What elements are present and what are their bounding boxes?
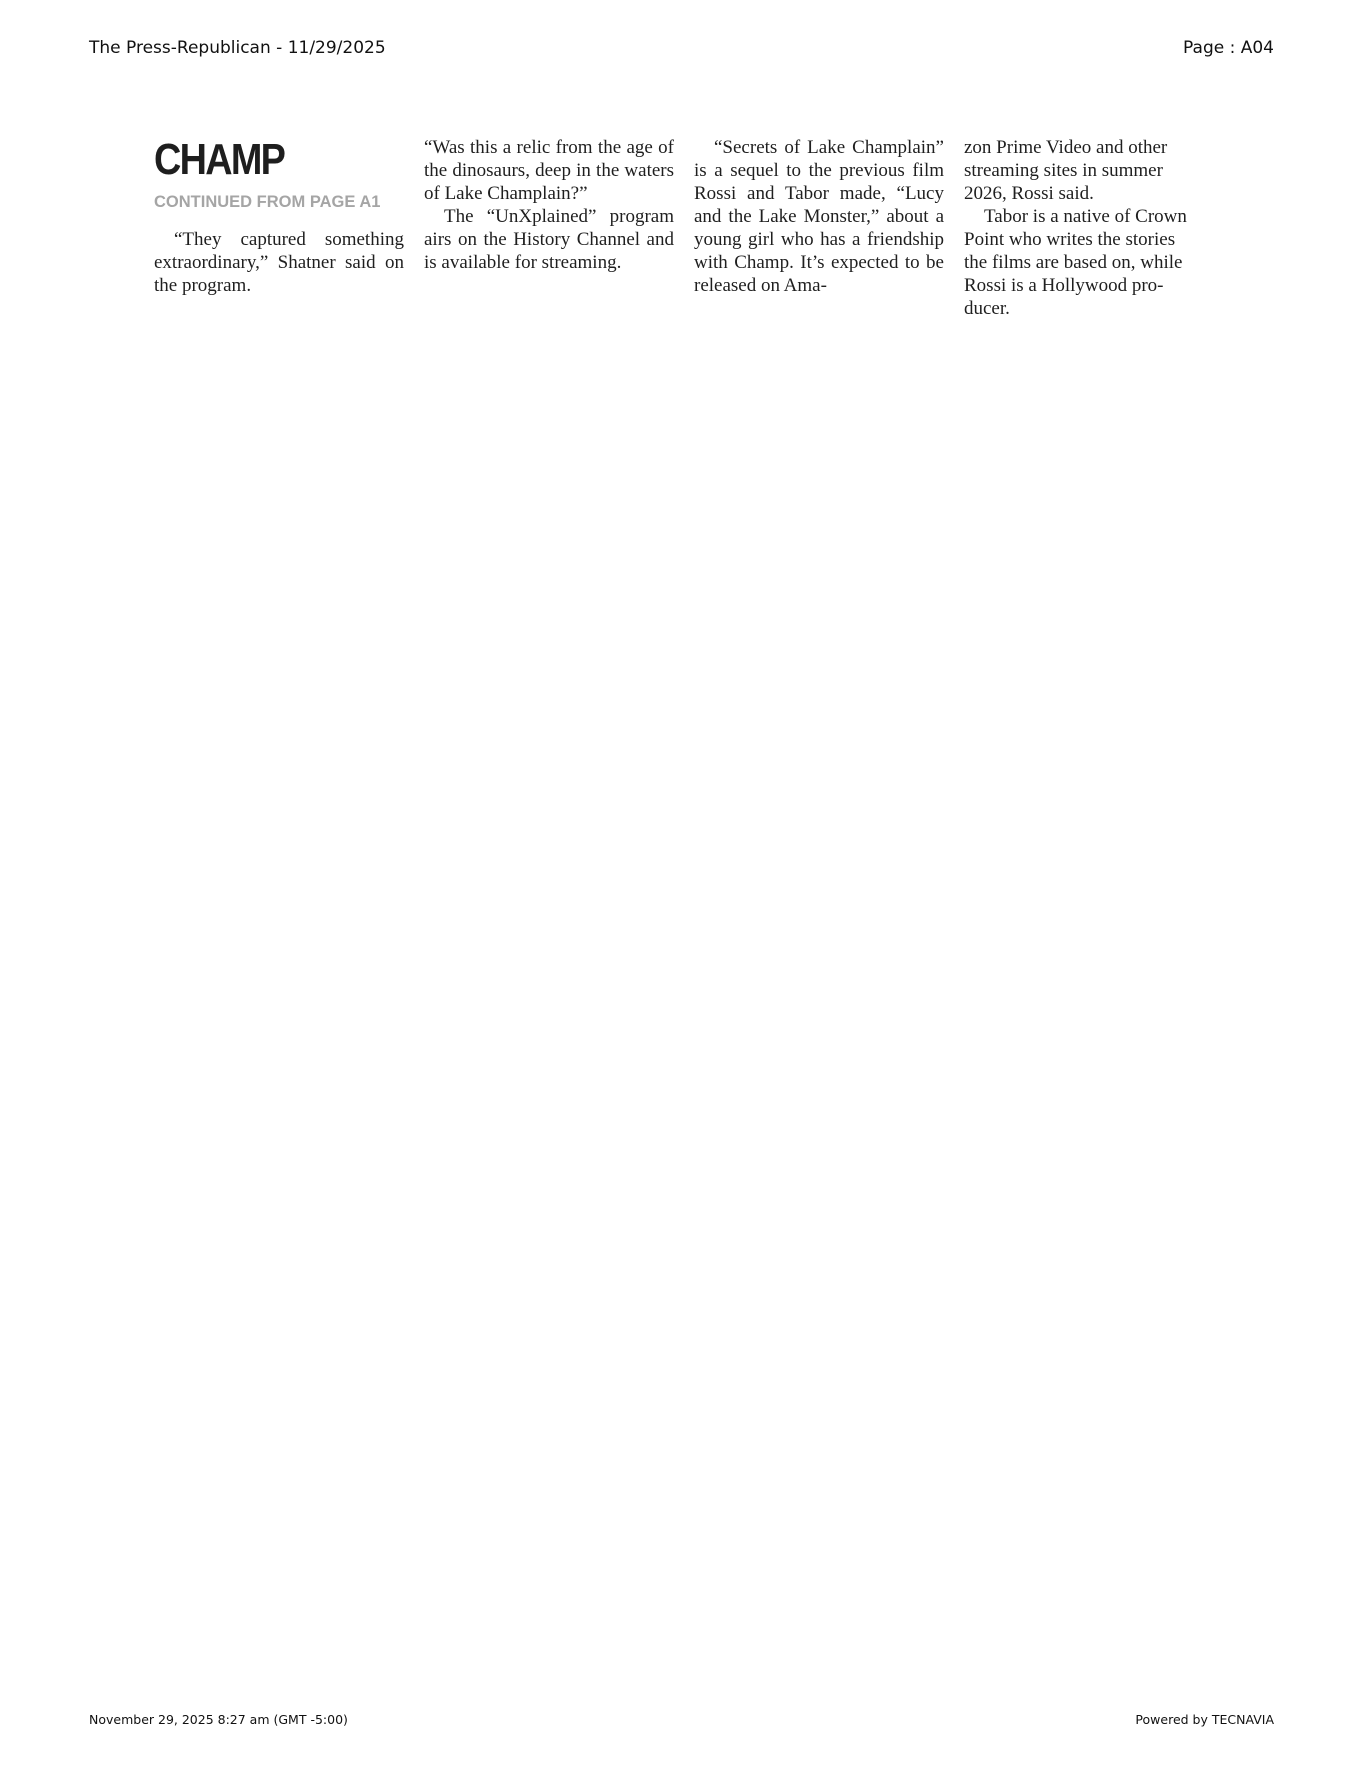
headline: CHAMP: [154, 136, 285, 184]
article-column-4: [964, 136, 1214, 320]
article-column-1: [154, 136, 404, 297]
article-line: 2026, Rossi said.: [964, 183, 1094, 204]
article-paragraph: “They captured something extraordinary,” Shatner said on the program.: [154, 229, 404, 296]
continued-kicker: CONTINUED FROM PAGE A1: [154, 193, 381, 211]
powered-by-credit: Powered by TECNAVIA: [1135, 1712, 1274, 1727]
print-timestamp: November 29, 2025 8:27 am (GMT -5:00): [89, 1712, 348, 1727]
page-number: Page : A04: [1183, 38, 1274, 58]
article-line: streaming sites in summer: [964, 160, 1163, 181]
article-paragraph: “Was this a relic from the age of the dinosaurs, deep in the waters of Lake Champlain?”: [424, 137, 674, 204]
article-line: Point who writes the stories: [964, 229, 1176, 250]
article-column-2: [424, 136, 674, 274]
article-line: Rossi is a Hollywood pro-: [964, 275, 1164, 296]
article-line: the films are based on, while: [964, 252, 1183, 273]
article-line: Tabor is a native of Crown: [984, 206, 1187, 227]
article-paragraph: “Secrets of Lake Champlain” is a sequel to the previous film Rossi and Tabor made, “Lucy and the Lake Monster,” about a young girl who has a friendship with Champ. It’s expected to be released on Ama-: [694, 137, 944, 296]
article-column-3: [694, 136, 944, 297]
article-line: ducer.: [964, 298, 1010, 319]
article: [154, 136, 1218, 336]
article-line: zon Prime Video and other: [964, 137, 1168, 158]
publication-title: The Press-Republican - 11/29/2025: [89, 38, 386, 58]
article-paragraph: The “UnXplained” program airs on the History Channel and is available for streaming.: [424, 206, 674, 273]
